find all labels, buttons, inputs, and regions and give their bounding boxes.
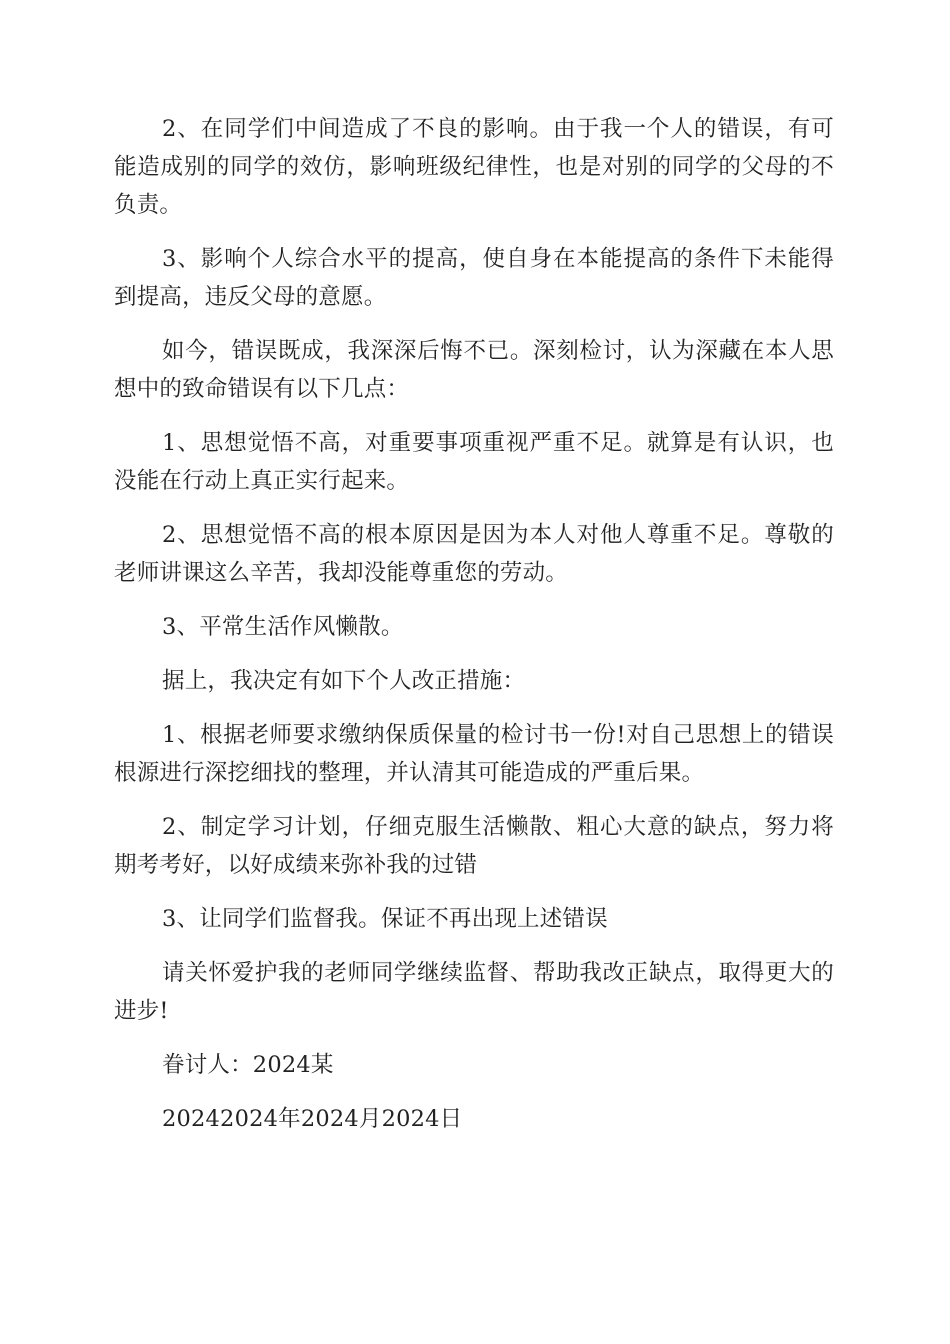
paragraph-reflection-intro: 如今，错误既成，我深深后悔不已。深刻检讨，认为深藏在本人思想中的致命错误有以下几点： bbox=[114, 338, 834, 402]
paragraph-fault-3: 3、平常生活作风懒散。 bbox=[162, 614, 404, 640]
document-body bbox=[114, 110, 834, 1154]
paragraph-measure-1: 1、根据老师要求缴纳保质保量的检讨书一份!对自己思想上的错误根源进行深挖细找的整理，并认清其可能造成的严重后果。 bbox=[114, 722, 834, 786]
paragraph-consequence-2: 2、在同学们中间造成了不良的影响。由于我一个人的错误，有可能造成别的同学的效仿，影响班级纪律性，也是对别的同学的父母的不负责。 bbox=[114, 116, 834, 218]
date-line: 20242024年2024月2024日 bbox=[162, 1106, 463, 1132]
paragraph-measures-intro: 据上，我决定有如下个人改正措施： bbox=[162, 668, 526, 694]
paragraph-closing: 请关怀爱护我的老师同学继续监督、帮助我改正缺点，取得更大的进步! bbox=[114, 960, 834, 1024]
signature-line: 眷讨人：2024某 bbox=[162, 1052, 334, 1078]
paragraph-fault-1: 1、思想觉悟不高，对重要事项重视严重不足。就算是有认识，也没能在行动上真正实行起来。 bbox=[114, 430, 834, 494]
paragraph-fault-2: 2、思想觉悟不高的根本原因是因为本人对他人尊重不足。尊敬的老师讲课这么辛苦，我却没能尊重您的劳动。 bbox=[114, 522, 834, 586]
paragraph-consequence-3: 3、影响个人综合水平的提高，使自身在本能提高的条件下未能得到提高，违反父母的意愿。 bbox=[114, 246, 834, 310]
paragraph-measure-3: 3、让同学们监督我。保证不再出现上述错误 bbox=[162, 906, 608, 932]
paragraph-measure-2: 2、制定学习计划，仔细克服生活懒散、粗心大意的缺点，努力将期考考好，以好成绩来弥补我的过错 bbox=[114, 814, 834, 878]
